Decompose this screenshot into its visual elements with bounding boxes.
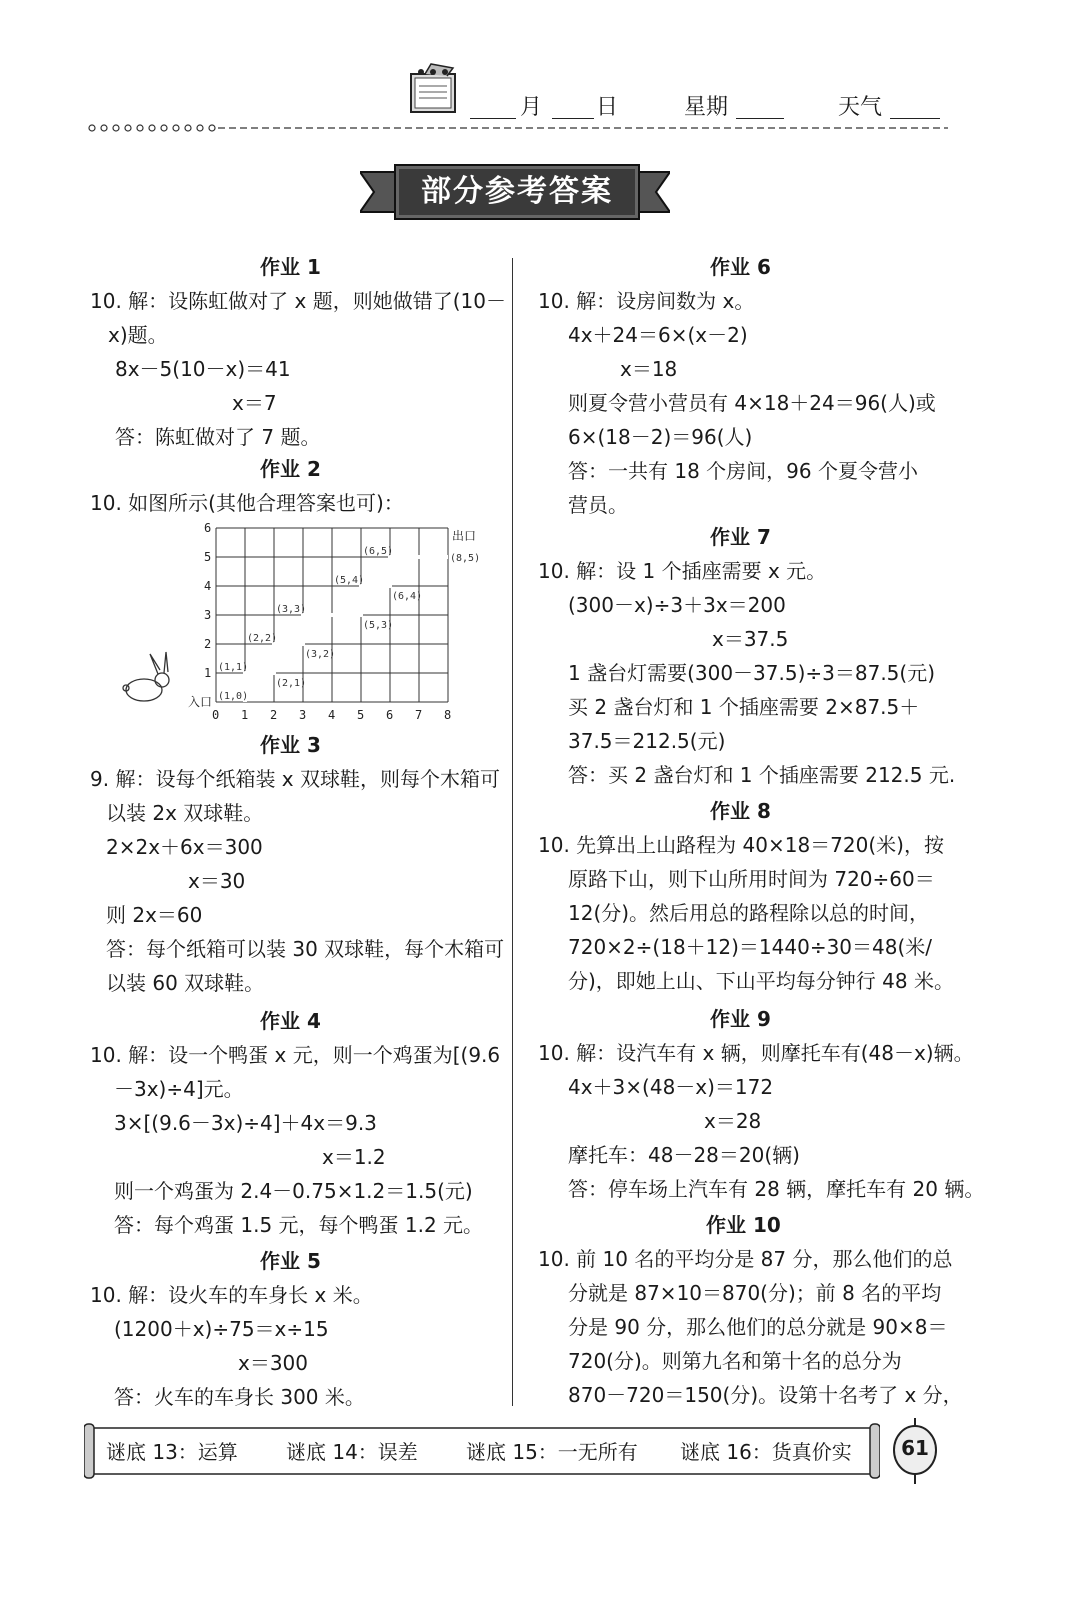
hw8-line: 分)，即她上山、下山平均每分钟行 48 米。 [568,969,954,993]
point-label: (6,4) [392,591,423,602]
x-tick: 4 [328,708,336,722]
hw4-line: 则一个鸡蛋为 2.4－0.75×1.2＝1.5(元) [114,1179,473,1203]
hw6-line: 则夏令营小营员有 4×18＋24＝96(人)或 [568,391,936,415]
hw10-line: 分是 90 分，那么他们的总分就是 90×8＝ [568,1315,948,1339]
hw8-line: 12(分)。然后用总的路程除以总的时间， [568,901,930,925]
hw9-line: x＝28 [704,1109,762,1133]
day-blank[interactable] [552,118,594,119]
page-number-lantern [892,1418,938,1484]
hw8-line: 720×2÷(18＋12)＝1440÷30＝48(米/ [568,935,933,959]
x-tick: 5 [357,708,365,722]
riddle-13: 谜底 13：运算 [106,1440,238,1464]
exit-label: 出口 [452,529,477,543]
hw4-line: x＝1.2 [322,1145,386,1169]
hw6-title: 作业 6 [710,255,771,279]
hw3-line: 答：每个纸箱可以装 30 双球鞋，每个木箱可 [106,937,505,961]
title-banner [360,160,670,220]
hw4-line: 10. 解：设一个鸭蛋 x 元，则一个鸡蛋为[(9.6 [90,1043,501,1067]
hw7-title: 作业 7 [710,525,771,549]
maze-grid-diagram [110,520,500,725]
hw4-line: 答：每个鸡蛋 1.5 元，每个鸭蛋 1.2 元。 [114,1213,484,1237]
hw3-line: 则 2x＝60 [106,903,203,927]
hw4-title: 作业 4 [260,1009,321,1033]
x-tick: 8 [444,708,452,722]
hw8-title: 作业 8 [710,799,771,823]
hw5-line: x＝300 [238,1351,309,1375]
weekday-blank[interactable] [736,118,784,119]
weekday-label: 星期 [684,95,729,120]
point-label: (5,3) [363,620,394,631]
weather-blank[interactable] [890,118,940,119]
calendar-icon [405,60,463,118]
hw8-line: 10. 先算出上山路程为 40×18＝720(米)，按 [538,833,944,857]
hw7-line: 10. 解：设 1 个插座需要 x 元。 [538,559,827,583]
y-tick: 2 [204,637,212,651]
hw9-line: 10. 解：设汽车有 x 辆，则摩托车有(48－x)辆。 [538,1041,974,1065]
page-number: 61 [901,1436,929,1460]
point-label: (3,2) [305,649,336,660]
hw6-line: 10. 解：设房间数为 x。 [538,289,755,313]
hw7-line: 答：买 2 盏台灯和 1 个插座需要 212.5 元. [568,763,956,787]
hw9-line: 4x＋3×(48－x)＝172 [568,1075,774,1099]
hw3-title: 作业 3 [260,733,321,757]
riddle-16: 谜底 16：货真价实 [680,1440,852,1464]
x-tick: 2 [270,708,278,722]
x-tick: 6 [386,708,394,722]
hw7-line: 买 2 盏台灯和 1 个插座需要 2×87.5＋ [568,695,920,719]
weather-label: 天气 [838,95,883,120]
entry-label: 入口 [188,695,213,709]
hw7-line: (300－x)÷3＋3x＝200 [568,593,786,617]
y-tick: 3 [204,608,212,622]
hw2-title: 作业 2 [260,457,321,481]
hw6-line: 营员。 [568,493,628,517]
y-tick: 6 [204,521,212,535]
hw6-line: x＝18 [620,357,678,381]
hw8-line: 原路下山，则下山所用时间为 720÷60＝ [568,867,935,891]
hw10-line: 870－720＝150(分)。设第十名考了 x 分， [568,1383,963,1407]
hw5-line: (1200＋x)÷75＝x÷15 [114,1317,329,1341]
hw3-line: 2×2x＋6x＝300 [106,835,263,859]
riddle-15: 谜底 15：一无所有 [466,1440,638,1464]
hw3-line: 以装 60 双球鞋。 [106,971,265,995]
day-label: 日 [596,95,619,120]
point-label: (2,1) [276,678,307,689]
hw1-line: 答：陈虹做对了 7 题。 [115,425,321,449]
point-label: (8,5) [450,553,481,564]
y-tick: 1 [204,666,212,680]
point-label: (2,2) [247,633,278,644]
point-label: (5,4) [334,575,365,586]
hw1-line: x＝7 [232,391,277,415]
hw4-line: －3x)÷4]元。 [114,1077,244,1101]
column-divider [512,258,513,1406]
hw7-line: x＝37.5 [712,627,789,651]
hw1-line: 10. 解：设陈虹做对了 x 题，则她做错了(10－ [90,289,506,313]
hw10-line: 720(分)。则第九名和第十名的总分为 [568,1349,902,1373]
hw5-title: 作业 5 [260,1249,321,1273]
page-title: 部分参考答案 [421,174,613,209]
point-label: (6,5) [363,546,394,557]
hw9-line: 答：停车场上汽车有 28 辆，摩托车有 20 辆。 [568,1177,985,1201]
y-tick: 4 [204,579,212,593]
hw5-line: 答：火车的车身长 300 米。 [114,1385,365,1409]
hw1-line: x)题。 [108,323,168,347]
hw3-line: 9. 解：设每个纸箱装 x 双球鞋，则每个木箱可 [90,767,500,791]
x-tick: 0 [212,708,220,722]
hw6-line: 答：一共有 18 个房间，96 个夏令营小 [568,459,918,483]
hw7-line: 1 盏台灯需要(300－37.5)÷3＝87.5(元) [568,661,936,685]
hw5-line: 10. 解：设火车的车身长 x 米。 [90,1283,373,1307]
hw4-line: 3×[(9.6－3x)÷4]＋4x＝9.3 [114,1111,377,1135]
hw3-line: x＝30 [188,869,246,893]
hw9-title: 作业 9 [710,1007,771,1031]
hw6-line: 4x＋24＝6×(x－2) [568,323,748,347]
riddle-14: 谜底 14：误差 [286,1440,418,1464]
month-blank[interactable] [470,118,516,119]
point-label: (1,0) [218,691,249,702]
header-divider [88,124,948,132]
hw10-line: 分就是 87×10＝870(分)；前 8 名的平均 [568,1281,942,1305]
hw7-line: 37.5＝212.5(元) [568,729,726,753]
hw1-line: 8x－5(10－x)＝41 [115,357,291,381]
hw10-line: 10. 前 10 名的平均分是 87 分，那么他们的总 [538,1247,953,1271]
rabbit-icon [123,652,169,701]
hw6-line: 6×(18－2)＝96(人) [568,425,753,449]
hw1-title: 作业 1 [260,255,321,279]
point-label: (3,3) [276,604,307,615]
x-tick: 3 [299,708,307,722]
hw9-line: 摩托车：48－28＝20(辆) [568,1143,800,1167]
month-label: 月 [520,95,543,120]
hw3-line: 以装 2x 双球鞋。 [106,801,264,825]
hw10-title: 作业 10 [706,1213,781,1237]
x-tick: 1 [241,708,249,722]
y-tick: 5 [204,550,212,564]
hw2-line: 10. 如图所示(其他合理答案也可)： [90,491,404,515]
point-label: (1,1) [218,662,249,673]
x-tick: 7 [415,708,423,722]
